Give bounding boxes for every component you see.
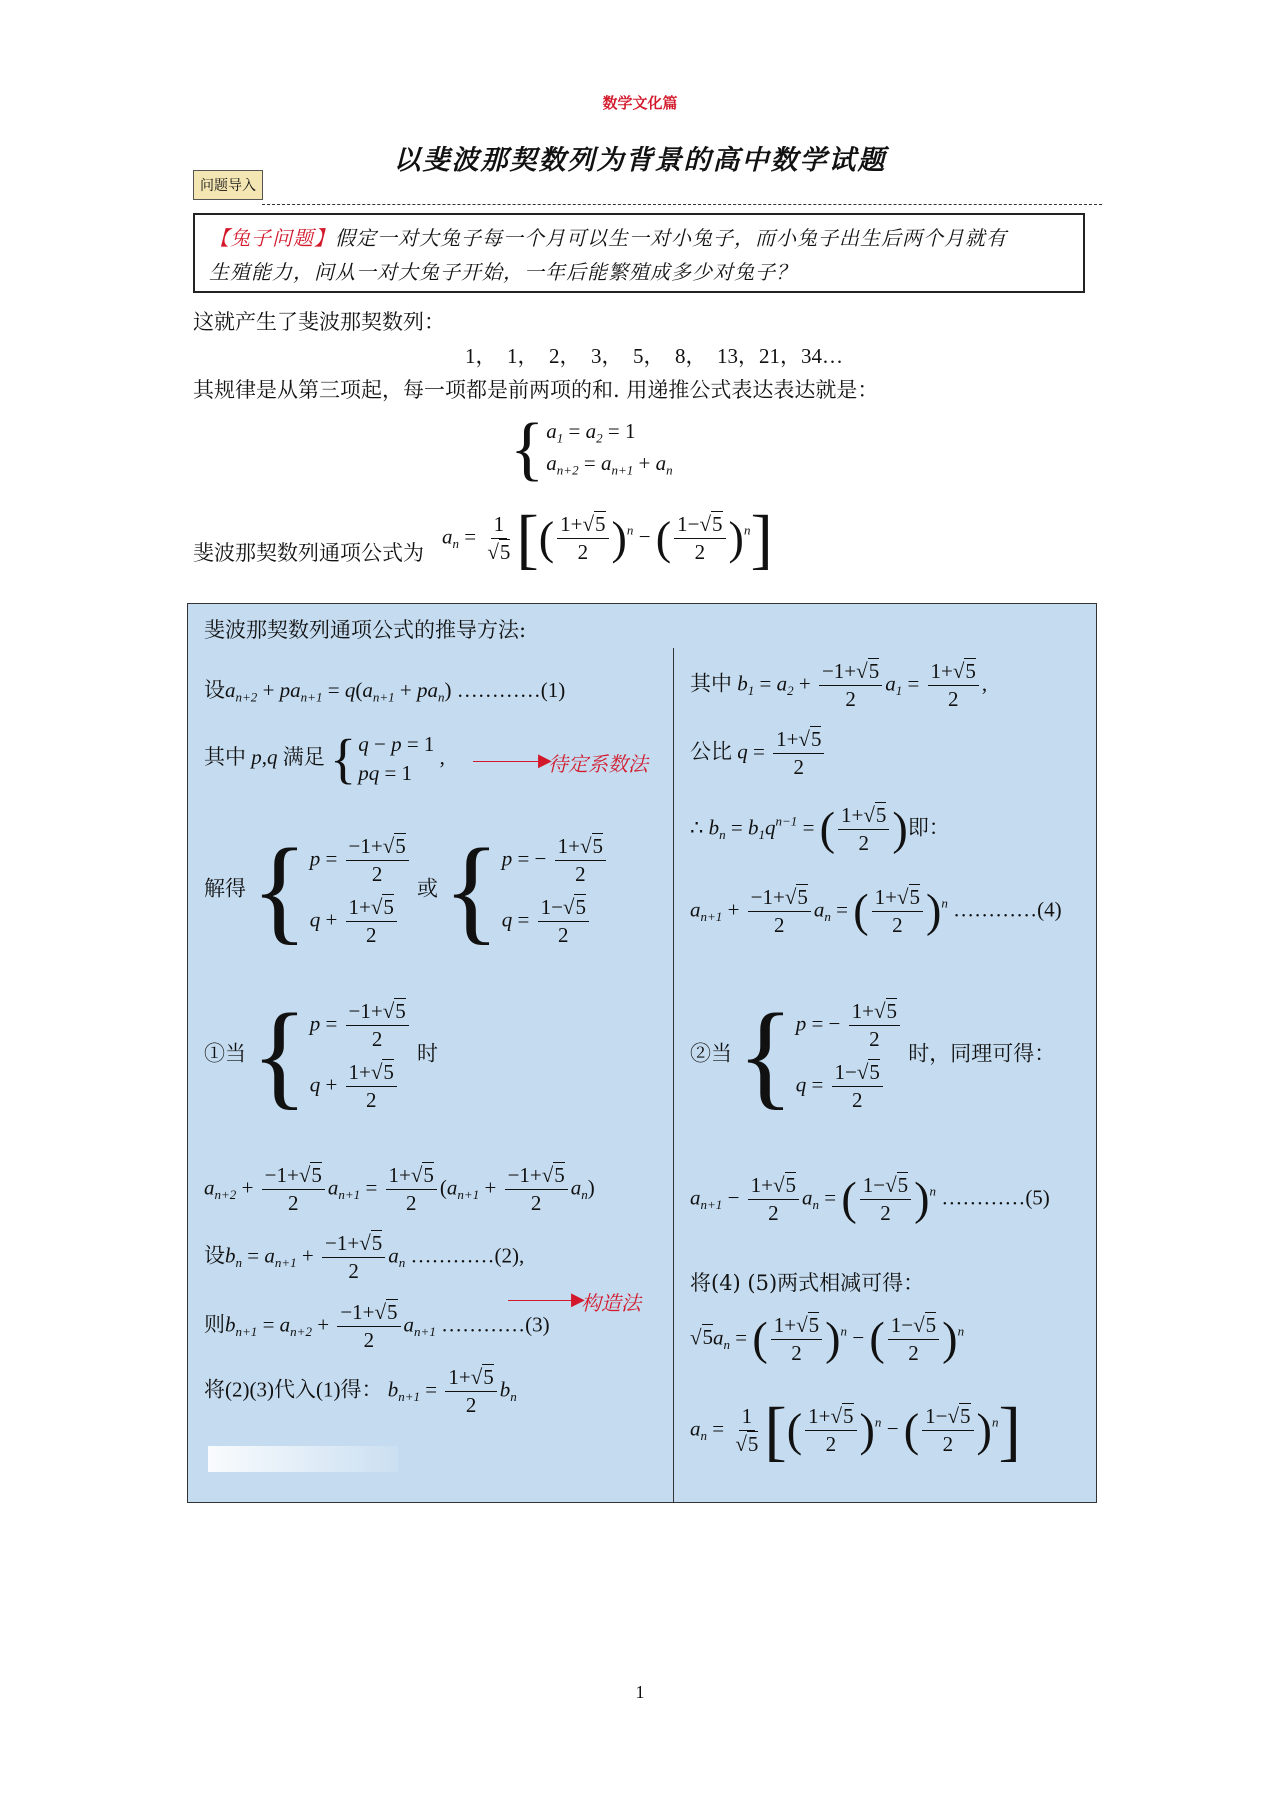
category-label: 数学文化篇 bbox=[602, 94, 678, 112]
arrow-undetermined-coefficients bbox=[473, 761, 545, 762]
construction-method-label: 构造法 bbox=[581, 1291, 641, 1315]
case-1-recurrence: $a_{n+2}$ + $\frac{-1+√5}{2}$ $a_{n+1}$ = $\frac{1+√5}{2}$ ($a_{n+1}$ + $\frac{-1+√5}{2}$ $a_n$) bbox=[204, 1163, 595, 1216]
intro-line-2: 其规律是从第三项起，每一项都是前两项的和. 用递推公式表达表达就是： bbox=[193, 378, 879, 402]
eq-5: $a_{n+1}$ − $\frac{1+√5}{2}$ $a_n$ = ( $\frac{1-√5}{2}$ )$^n$ …………(5) bbox=[690, 1173, 1050, 1226]
problem-tag: 【兔子问题】 bbox=[209, 226, 335, 250]
eq-2: 设$b_n = a_{n+1}$ + $\frac{-1+√5}{2}$ $a_n$ …………(2), bbox=[204, 1231, 525, 1284]
eq-1: 设$a_{n+2} + pa_{n+1} = q(a_{n+1} + pa_n)$ …………(1) bbox=[204, 678, 566, 705]
general-formula: $a_n$ = $\frac{1}{√5}$ [( $\frac{1+√5}{2}$ )$^n$ − ( $\frac{1-√5}{2}$ )$^n$] bbox=[442, 501, 773, 576]
problem-line-2: 生殖能力，问从一对大兔子开始，一年后能繁殖成多少对兔子？ bbox=[209, 260, 797, 284]
pq-conditions: 其中 p,q 满足 { q − p = 1 pq = 1 , bbox=[204, 728, 445, 789]
sqrt5-an: $√5a_n$ = ( $\frac{1+√5}{2}$ )$^n$ − ( $\frac{1-√5}{2}$ )$^n$ bbox=[690, 1313, 965, 1366]
substitution-result: 将(2)(3)代入(1)得： $b_{n+1}$ = $\frac{1+√5}{2}$ $b_n$ bbox=[204, 1365, 517, 1418]
problem-box bbox=[193, 213, 1085, 293]
fibonacci-sequence: 1， 1， 2， 3， 5， 8， 13，21，34… bbox=[465, 344, 843, 368]
general-formula-label: 斐波那契数列通项公式为 bbox=[193, 541, 424, 565]
derivation-title: 斐波那契数列通项公式的推导方法: bbox=[204, 618, 527, 642]
bn-formula: ∴ $b_n = b_1q^{n-1}$ = ( $\frac{1+√5}{2}$ )即： bbox=[690, 803, 950, 856]
panel-divider bbox=[673, 648, 674, 1502]
eq-3: 则$b_{n+1} = a_{n+2}$ + $\frac{-1+√5}{2}$ $a_{n+1}$ …………(3) bbox=[204, 1300, 550, 1353]
b1-value: 其中 $b_1 = a_2$ + $\frac{-1+√5}{2}$ $a_1$ = $\frac{1+√5}{2}$ , bbox=[690, 659, 988, 712]
subtract-label: 将(4) (5)两式相减可得： bbox=[690, 1271, 925, 1295]
watermark-smudge bbox=[208, 1446, 398, 1472]
recurrence-formula: { $a_1 = a_2 = 1$ $a_{n+2} = a_{n+1} + a_n$ bbox=[510, 409, 673, 488]
dashed-divider bbox=[262, 204, 1102, 205]
common-ratio: 公比 q = $\frac{1+√5}{2}$ bbox=[690, 728, 827, 779]
solution-pairs: 解得 { p = $\frac{-1+√5}{2}$ q + $\frac{1+√5}{2}$ 或 { p = − $\frac{1+√5}{2}$ q = $\frac{1-√5}{2}$ bbox=[204, 832, 609, 950]
arrow-head-2: ▶ bbox=[571, 1289, 585, 1310]
undetermined-coefficients-label: 待定系数法 bbox=[548, 752, 648, 776]
intro-line-1: 这就产生了斐波那契数列： bbox=[193, 310, 445, 334]
section-tag: 问题导入 bbox=[193, 170, 263, 200]
page-number: 1 bbox=[635, 1682, 645, 1702]
problem-line-1: 【兔子问题】假定一对大兔子每一个月可以生一对小兔子，而小兔子出生后两个月就有 bbox=[209, 226, 1007, 250]
case-2-condition: ②当 { p = − $\frac{1+√5}{2}$ q = $\frac{1-√5}{2}$ 时，同理可得： bbox=[690, 990, 1056, 1120]
eq-4: $a_{n+1}$ + $\frac{-1+√5}{2}$ $a_n$ = ( $\frac{1+√5}{2}$ )$^n$ …………(4) bbox=[690, 885, 1062, 938]
case-1-condition: ①当 { p = $\frac{-1+√5}{2}$ q + $\frac{1+√5}{2}$ 时 bbox=[204, 990, 439, 1120]
final-formula: $a_n$ = $\frac{1}{√5}$ [( $\frac{1+√5}{2}$ )$^n$ − ( $\frac{1-√5}{2}$ )$^n$] bbox=[690, 1393, 1021, 1468]
page-title: 以斐波那契数列为背景的高中数学试题 bbox=[393, 145, 887, 176]
arrow-head-1: ▶ bbox=[538, 750, 552, 771]
derivation-panel bbox=[187, 603, 1097, 1503]
